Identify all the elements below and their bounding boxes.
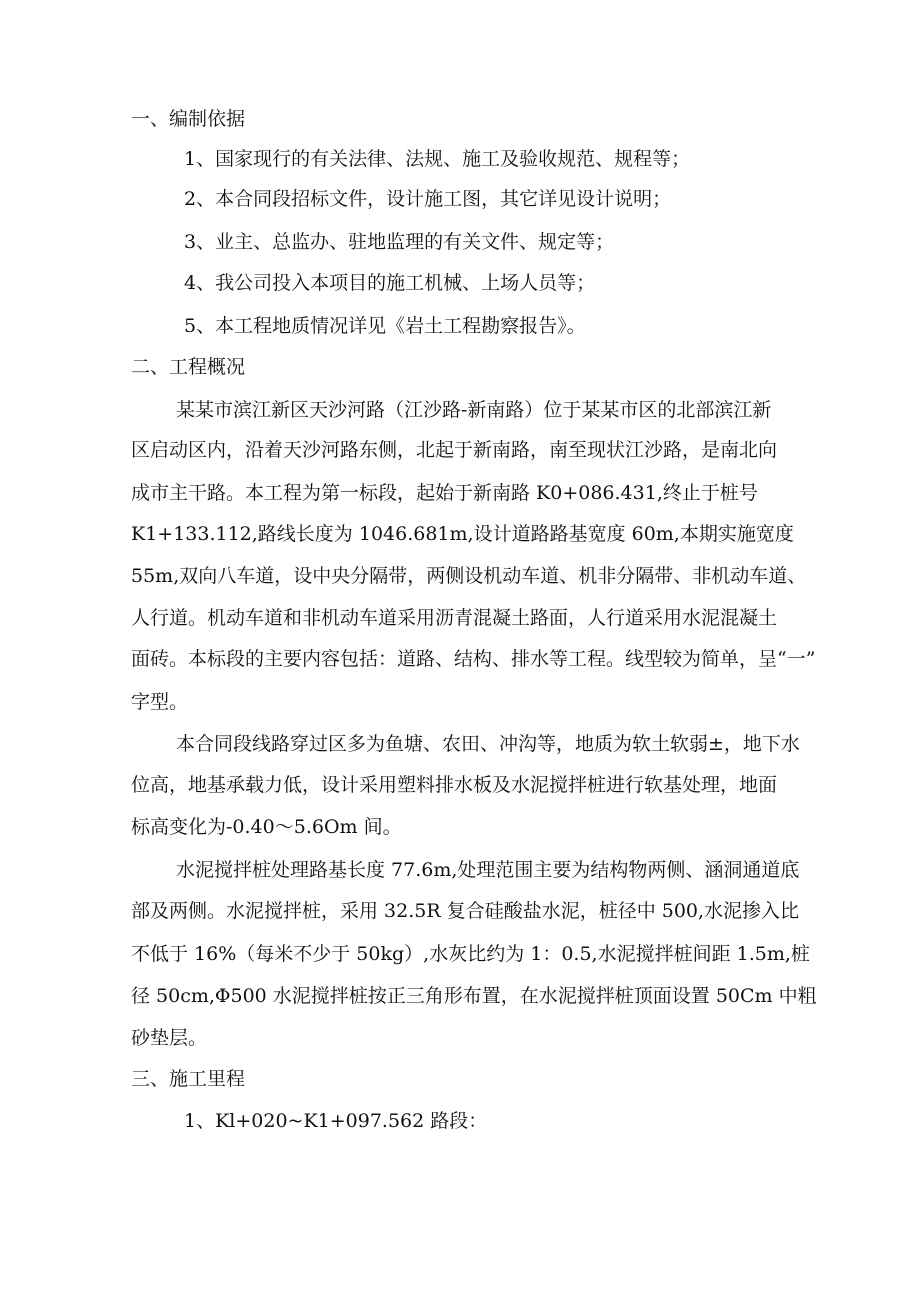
section-heading-basis: 一、编制依据	[131, 108, 246, 130]
basis-item-1: 1、国家现行的有关法律、法规、施工及验收规范、规程等；	[184, 148, 691, 170]
section-heading-mileage: 三、施工里程	[131, 1068, 246, 1090]
paragraph-line: 部及两侧。水泥搅拌桩，采用 32.5R 复合硅酸盐水泥，桩径中 500,水泥掺入比	[131, 900, 800, 922]
paragraph-line: 本合同段线路穿过区多为鱼塘、农田、冲沟等，地质为软土软弱±，地下水	[176, 733, 800, 755]
paragraph-line: 位高，地基承载力低，设计采用塑料排水板及水泥搅拌桩进行软基处理，地面	[131, 774, 778, 796]
paragraph-line: 砂垫层。	[131, 1027, 208, 1049]
paragraph-line: 55m,双向八车道，设中央分隔带，两侧设机动车道、机非分隔带、非机动车道、	[131, 565, 807, 587]
paragraph-line: 人行道。机动车道和非机动车道采用沥青混凝土路面，人行道采用水泥混凝土	[131, 607, 778, 629]
paragraph-line: 面砖。本标段的主要内容包括：道路、结构、排水等工程。线型较为简单，呈“一”	[131, 648, 816, 670]
basis-item-5: 5、本工程地质情况详见《岩土工程勘察报告》。	[184, 315, 586, 337]
paragraph-line: 不低于 16%（每米不少于 50kg）,水灰比约为 1：0.5,水泥搅拌桩间距 1.5m,桩	[131, 943, 810, 965]
paragraph-line: 某某市滨江新区天沙河路（江沙路-新南路）位于某某市区的北部滨江新	[176, 399, 772, 421]
basis-item-2: 2、本合同段招标文件，设计施工图，其它详见设计说明；	[184, 188, 672, 210]
paragraph-line: 径 50cm,Φ500 水泥搅拌桩按正三角形布置，在水泥搅拌桩顶面设置 50Cm 中粗	[131, 985, 817, 1007]
section-heading-overview: 二、工程概况	[131, 356, 246, 378]
mileage-item-1: 1、Kl+020~K1+097.562 路段：	[184, 1110, 488, 1132]
paragraph-line: 区启动区内，沿着天沙河路东侧，北起于新南路，南至现状江沙路，是南北向	[131, 439, 778, 461]
paragraph-line: 字型。	[131, 691, 189, 713]
basis-item-3: 3、业主、总监办、驻地监理的有关文件、规定等；	[184, 231, 615, 253]
paragraph-line: 标高变化为-0.40～5.6Om 间。	[131, 816, 402, 838]
paragraph-line: K1+133.112,路线长度为 1046.681m,设计道路路基宽度 60m,本期实施宽度	[131, 523, 794, 545]
paragraph-line: 成市主干路。本工程为第一标段，起始于新南路 K0+086.431,终止于桩号	[131, 482, 758, 504]
paragraph-line: 水泥搅拌桩处理路基长度 77.6m,处理范围主要为结构物两侧、涵洞通道底	[176, 859, 800, 881]
basis-item-4: 4、我公司投入本项目的施工机械、上场人员等；	[184, 272, 596, 294]
